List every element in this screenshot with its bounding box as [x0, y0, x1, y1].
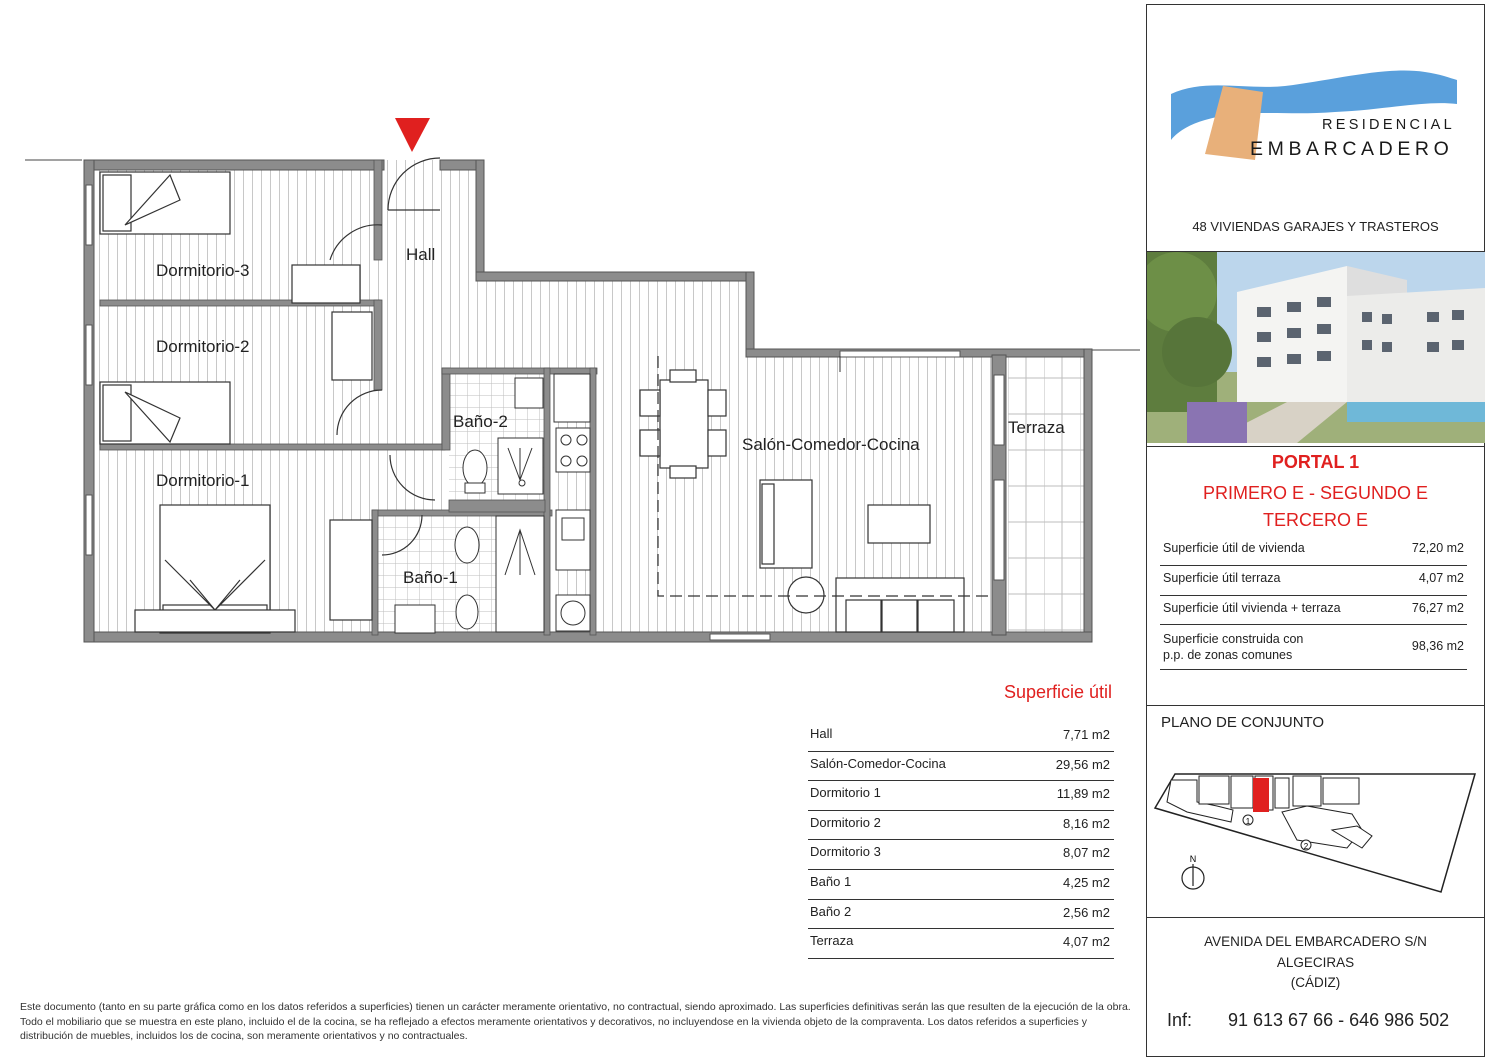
row-value: 4,25 m2 [1063, 874, 1110, 890]
row-value: 7,71 m2 [1063, 727, 1110, 742]
unit-floors-line2: TERCERO E [1262, 510, 1368, 530]
area-table [1160, 537, 1467, 670]
address [1146, 932, 1485, 994]
room-label-bano-1: Baño-1 [403, 568, 458, 587]
row-name [1163, 631, 1303, 663]
row-value: 72,20 m2 [1411, 541, 1464, 555]
portal-title: PORTAL 1 [1271, 452, 1360, 472]
table-row [808, 870, 1114, 900]
address-line2: ALGECIRAS [1276, 954, 1355, 970]
row-name: Superficie útil vivienda + terraza [1163, 601, 1341, 615]
row-value: 4,07 m2 [1418, 571, 1464, 585]
unit-floors [1146, 480, 1485, 534]
table-row [808, 781, 1114, 811]
surface-table-title: Superficie útil [1003, 682, 1112, 702]
row-value: 11,89 m2 [1056, 786, 1110, 802]
room-label-dormitorio-2: Dormitorio-2 [156, 337, 250, 356]
row-name: Salón-Comedor-Cocina [810, 755, 946, 771]
north-label: N [1189, 854, 1197, 864]
table-row [1160, 625, 1467, 670]
site-marker-1: 1 [1245, 817, 1251, 826]
address-line3: (CÁDIZ) [1290, 975, 1341, 990]
row-value: 8,16 m2 [1063, 815, 1110, 831]
contact-phones: 91 613 67 66 - 646 986 502 [1228, 1010, 1450, 1030]
row-name: Terraza [810, 933, 854, 949]
brand-line1: RESIDENCIAL [1322, 117, 1455, 133]
room-label-dormitorio-1: Dormitorio-1 [156, 471, 250, 490]
row-value: 4,07 m2 [1063, 934, 1110, 950]
room-label-salon: Salón-Comedor-Cocina [742, 435, 920, 454]
row-name: Hall [810, 726, 833, 741]
site-marker-2: 2 [1303, 842, 1309, 851]
row-name: Superficie útil terraza [1163, 571, 1281, 585]
row-value: 8,07 m2 [1063, 845, 1110, 861]
entrance-arrow-icon [395, 118, 430, 152]
table-row [1160, 537, 1467, 566]
building-render-image [1147, 252, 1485, 443]
row-name: Superficie útil de vivienda [1163, 541, 1305, 555]
table-row [808, 900, 1114, 930]
table-row [1160, 566, 1467, 596]
table-row [808, 752, 1114, 782]
table-row [808, 811, 1114, 841]
room-label-hall: Hall [406, 245, 436, 264]
row-value: 76,27 m2 [1411, 601, 1464, 615]
site-plan [1147, 740, 1485, 900]
table-row [808, 929, 1114, 959]
row-value: 2,56 m2 [1063, 904, 1110, 920]
row-name: Dormitorio 3 [810, 844, 881, 860]
brand-line2: EMBARCADERO [1250, 138, 1454, 160]
surface-table [808, 722, 1114, 959]
table-row [808, 840, 1114, 870]
table-row [808, 722, 1114, 752]
siteplan-title: PLANO DE CONJUNTO [1161, 714, 1325, 731]
row-name: Baño 2 [810, 903, 852, 919]
unit-floors-line1: PRIMERO E - SEGUNDO E [1202, 483, 1429, 503]
room-label-dormitorio-3: Dormitorio-3 [156, 261, 250, 280]
table-row [1160, 596, 1467, 625]
row-name: Dormitorio 2 [810, 814, 881, 830]
disclaimer-text: Este documento (tanto en su parte gráfica como en los datos referidos a superficies) tienen un carácter meramente orientativo, no contractual, siendo aproximado. Las superficies definitivas serán las que resulten de la ejecución de la obra. Todo el mobiliario que se muestra en este plano, incluido el de la cocina, se ha reflejado a efectos meramente orientativos y decorativos, no incluyendose en la vivienda objeto de la compraventa. Los datos referidos a superficies y distribución de muebles, incluidos los de cocina, son meramente orientativos y no contractuales. [20, 1001, 1131, 1043]
row-value: 98,36 m2 [1411, 639, 1464, 653]
row-name-line1: Superficie construida con [1163, 632, 1304, 646]
inf-label: Inf: [1167, 1010, 1193, 1030]
room-label-bano-2: Baño-2 [453, 412, 508, 431]
row-value: 29,56 m2 [1055, 756, 1110, 772]
row-name-line2: p.p. de zonas comunes [1163, 648, 1293, 662]
address-line1: AVENIDA DEL EMBARCADERO S/N [1204, 934, 1427, 949]
row-name: Baño 1 [810, 873, 852, 889]
row-name: Dormitorio 1 [810, 785, 881, 801]
unit-highlight [1253, 778, 1269, 812]
brand-tagline: 48 VIVIENDAS GARAJES Y TRASTEROS [1192, 219, 1439, 234]
room-label-terraza: Terraza [1008, 418, 1065, 437]
